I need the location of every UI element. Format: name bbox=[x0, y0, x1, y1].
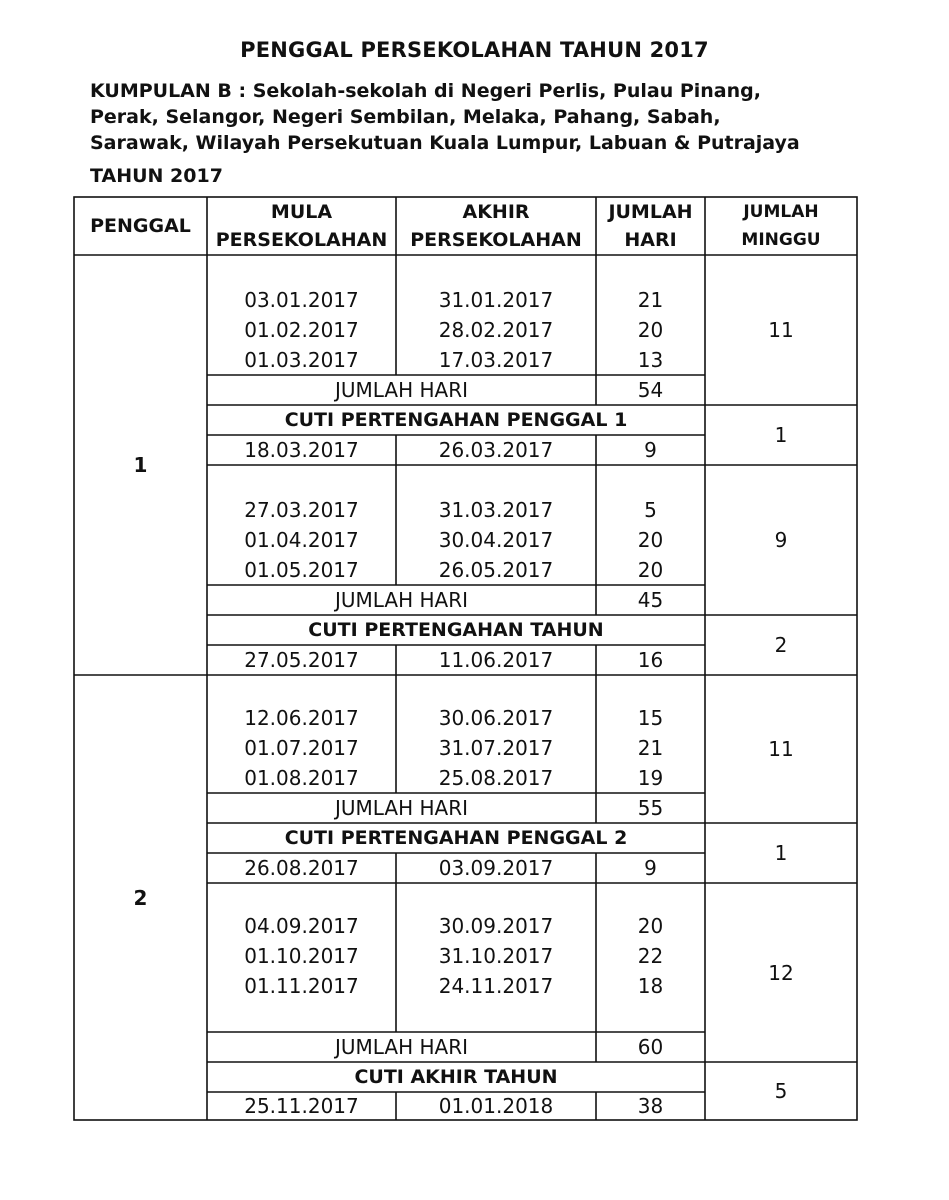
day-cell: 20 bbox=[637, 318, 664, 342]
mula-dates bbox=[207, 285, 396, 375]
header-jumlah-minggu bbox=[705, 197, 857, 255]
akhir-dates bbox=[396, 703, 596, 793]
akhir-dates bbox=[396, 911, 596, 1001]
date-cell: 11.06.2017 bbox=[438, 648, 554, 672]
header-mula-line2: PERSEKOLAHAN bbox=[215, 229, 388, 251]
total-label: JUMLAH HARI bbox=[335, 1035, 468, 1059]
date-cell: 01.01.2018 bbox=[438, 1094, 554, 1118]
week-count: 11 bbox=[768, 318, 794, 342]
total-days: 55 bbox=[637, 796, 664, 820]
total-label: JUMLAH HARI bbox=[335, 378, 468, 402]
day-counts bbox=[596, 495, 705, 585]
total-label: JUMLAH HARI bbox=[335, 588, 468, 612]
date-cell: 01.10.2017 bbox=[244, 944, 359, 968]
date-cell: 31.10.2017 bbox=[438, 944, 554, 968]
akhir-dates bbox=[396, 285, 596, 375]
date-cell: 03.01.2017 bbox=[244, 288, 359, 312]
term-number: 1 bbox=[133, 453, 148, 477]
mula-dates bbox=[207, 911, 396, 1001]
week-count: 5 bbox=[774, 1079, 788, 1103]
date-cell: 01.05.2017 bbox=[244, 558, 359, 582]
date-cell: 27.03.2017 bbox=[244, 498, 359, 522]
total-days: 54 bbox=[637, 378, 664, 402]
day-cell: 21 bbox=[637, 736, 664, 760]
header-akhir bbox=[396, 197, 596, 255]
date-cell: 26.08.2017 bbox=[244, 856, 359, 880]
mula-dates bbox=[207, 703, 396, 793]
day-cell: 20 bbox=[637, 914, 664, 938]
page-title: PENGGAL PERSEKOLAHAN TAHUN 2017 bbox=[240, 38, 709, 62]
week-count: 12 bbox=[768, 960, 794, 985]
day-counts bbox=[596, 911, 705, 1001]
break-title: CUTI PERTENGAHAN PENGGAL 2 bbox=[284, 827, 628, 849]
term-number: 2 bbox=[133, 885, 148, 910]
date-cell: 30.09.2017 bbox=[438, 914, 554, 938]
total-label: JUMLAH HARI bbox=[335, 796, 468, 820]
year-label: TAHUN 2017 bbox=[90, 165, 223, 187]
day-cell: 22 bbox=[637, 944, 664, 968]
date-cell: 24.11.2017 bbox=[438, 974, 554, 998]
date-cell: 04.09.2017 bbox=[244, 914, 359, 938]
break-title: CUTI PERTENGAHAN TAHUN bbox=[308, 619, 604, 641]
day-cell: 20 bbox=[637, 528, 664, 552]
day-cell: 20 bbox=[637, 558, 664, 582]
day-cell: 21 bbox=[637, 288, 664, 312]
day-cell: 9 bbox=[644, 438, 657, 462]
break-title: CUTI PERTENGAHAN PENGGAL 1 bbox=[284, 409, 628, 431]
date-cell: 26.03.2017 bbox=[438, 438, 554, 462]
mula-dates bbox=[207, 495, 396, 585]
date-cell: 01.08.2017 bbox=[244, 766, 359, 790]
date-cell: 17.03.2017 bbox=[438, 348, 554, 372]
header-jumlah-hari bbox=[596, 197, 705, 255]
week-count: 11 bbox=[768, 737, 794, 761]
week-count: 1 bbox=[774, 423, 788, 447]
date-cell: 03.09.2017 bbox=[438, 856, 554, 880]
header-hari-line2: HARI bbox=[624, 229, 677, 251]
header-minggu-line1: JUMLAH bbox=[743, 202, 819, 222]
day-cell: 19 bbox=[637, 766, 664, 790]
total-days: 45 bbox=[637, 588, 664, 612]
header-mula bbox=[207, 197, 396, 255]
akhir-dates bbox=[396, 495, 596, 585]
day-counts bbox=[596, 703, 705, 793]
date-cell: 25.11.2017 bbox=[244, 1094, 359, 1118]
day-cell: 9 bbox=[644, 856, 657, 880]
date-cell: 01.03.2017 bbox=[244, 348, 359, 372]
day-cell: 5 bbox=[644, 498, 657, 522]
header-akhir-line1: AKHIR bbox=[462, 201, 530, 223]
date-cell: 18.03.2017 bbox=[244, 438, 359, 462]
date-cell: 01.11.2017 bbox=[244, 974, 359, 998]
day-cell: 15 bbox=[637, 706, 664, 730]
header-penggal: PENGGAL bbox=[90, 215, 191, 237]
header-mula-line1: MULA bbox=[270, 201, 333, 223]
date-cell: 30.06.2017 bbox=[438, 706, 554, 730]
date-cell: 31.07.2017 bbox=[438, 736, 554, 760]
week-count: 2 bbox=[774, 633, 788, 657]
week-count: 1 bbox=[774, 841, 788, 865]
date-cell: 30.04.2017 bbox=[438, 528, 554, 552]
total-days: 60 bbox=[637, 1035, 664, 1059]
day-cell: 18 bbox=[637, 974, 664, 998]
date-cell: 01.02.2017 bbox=[244, 318, 359, 342]
header-hari-line1: JUMLAH bbox=[608, 201, 693, 223]
date-cell: 31.03.2017 bbox=[438, 498, 554, 522]
date-cell: 31.01.2017 bbox=[438, 288, 554, 312]
header-minggu-line2: MINGGU bbox=[741, 230, 821, 250]
header-akhir-line2: PERSEKOLAHAN bbox=[410, 229, 582, 251]
date-cell: 12.06.2017 bbox=[244, 706, 359, 730]
day-cell: 13 bbox=[637, 348, 664, 372]
break-title: CUTI AKHIR TAHUN bbox=[354, 1066, 558, 1088]
group-heading: KUMPULAN B : Sekolah-sekolah di Negeri Perlis, Pulau Pinang, Perak, Selangor, Negeri Sembilan, Melaka, Pahang, Sabah, Sarawak, Wilayah Persekutuan Kuala Lumpur, Labuan & Putrajaya bbox=[90, 80, 800, 154]
day-cell: 38 bbox=[637, 1094, 664, 1118]
day-counts bbox=[596, 285, 705, 375]
date-cell: 01.04.2017 bbox=[244, 528, 359, 552]
date-cell: 01.07.2017 bbox=[244, 736, 359, 760]
week-count: 9 bbox=[774, 528, 788, 552]
date-cell: 27.05.2017 bbox=[244, 648, 359, 672]
date-cell: 25.08.2017 bbox=[438, 766, 554, 790]
day-cell: 16 bbox=[637, 648, 664, 672]
date-cell: 26.05.2017 bbox=[438, 558, 554, 582]
date-cell: 28.02.2017 bbox=[438, 318, 554, 342]
